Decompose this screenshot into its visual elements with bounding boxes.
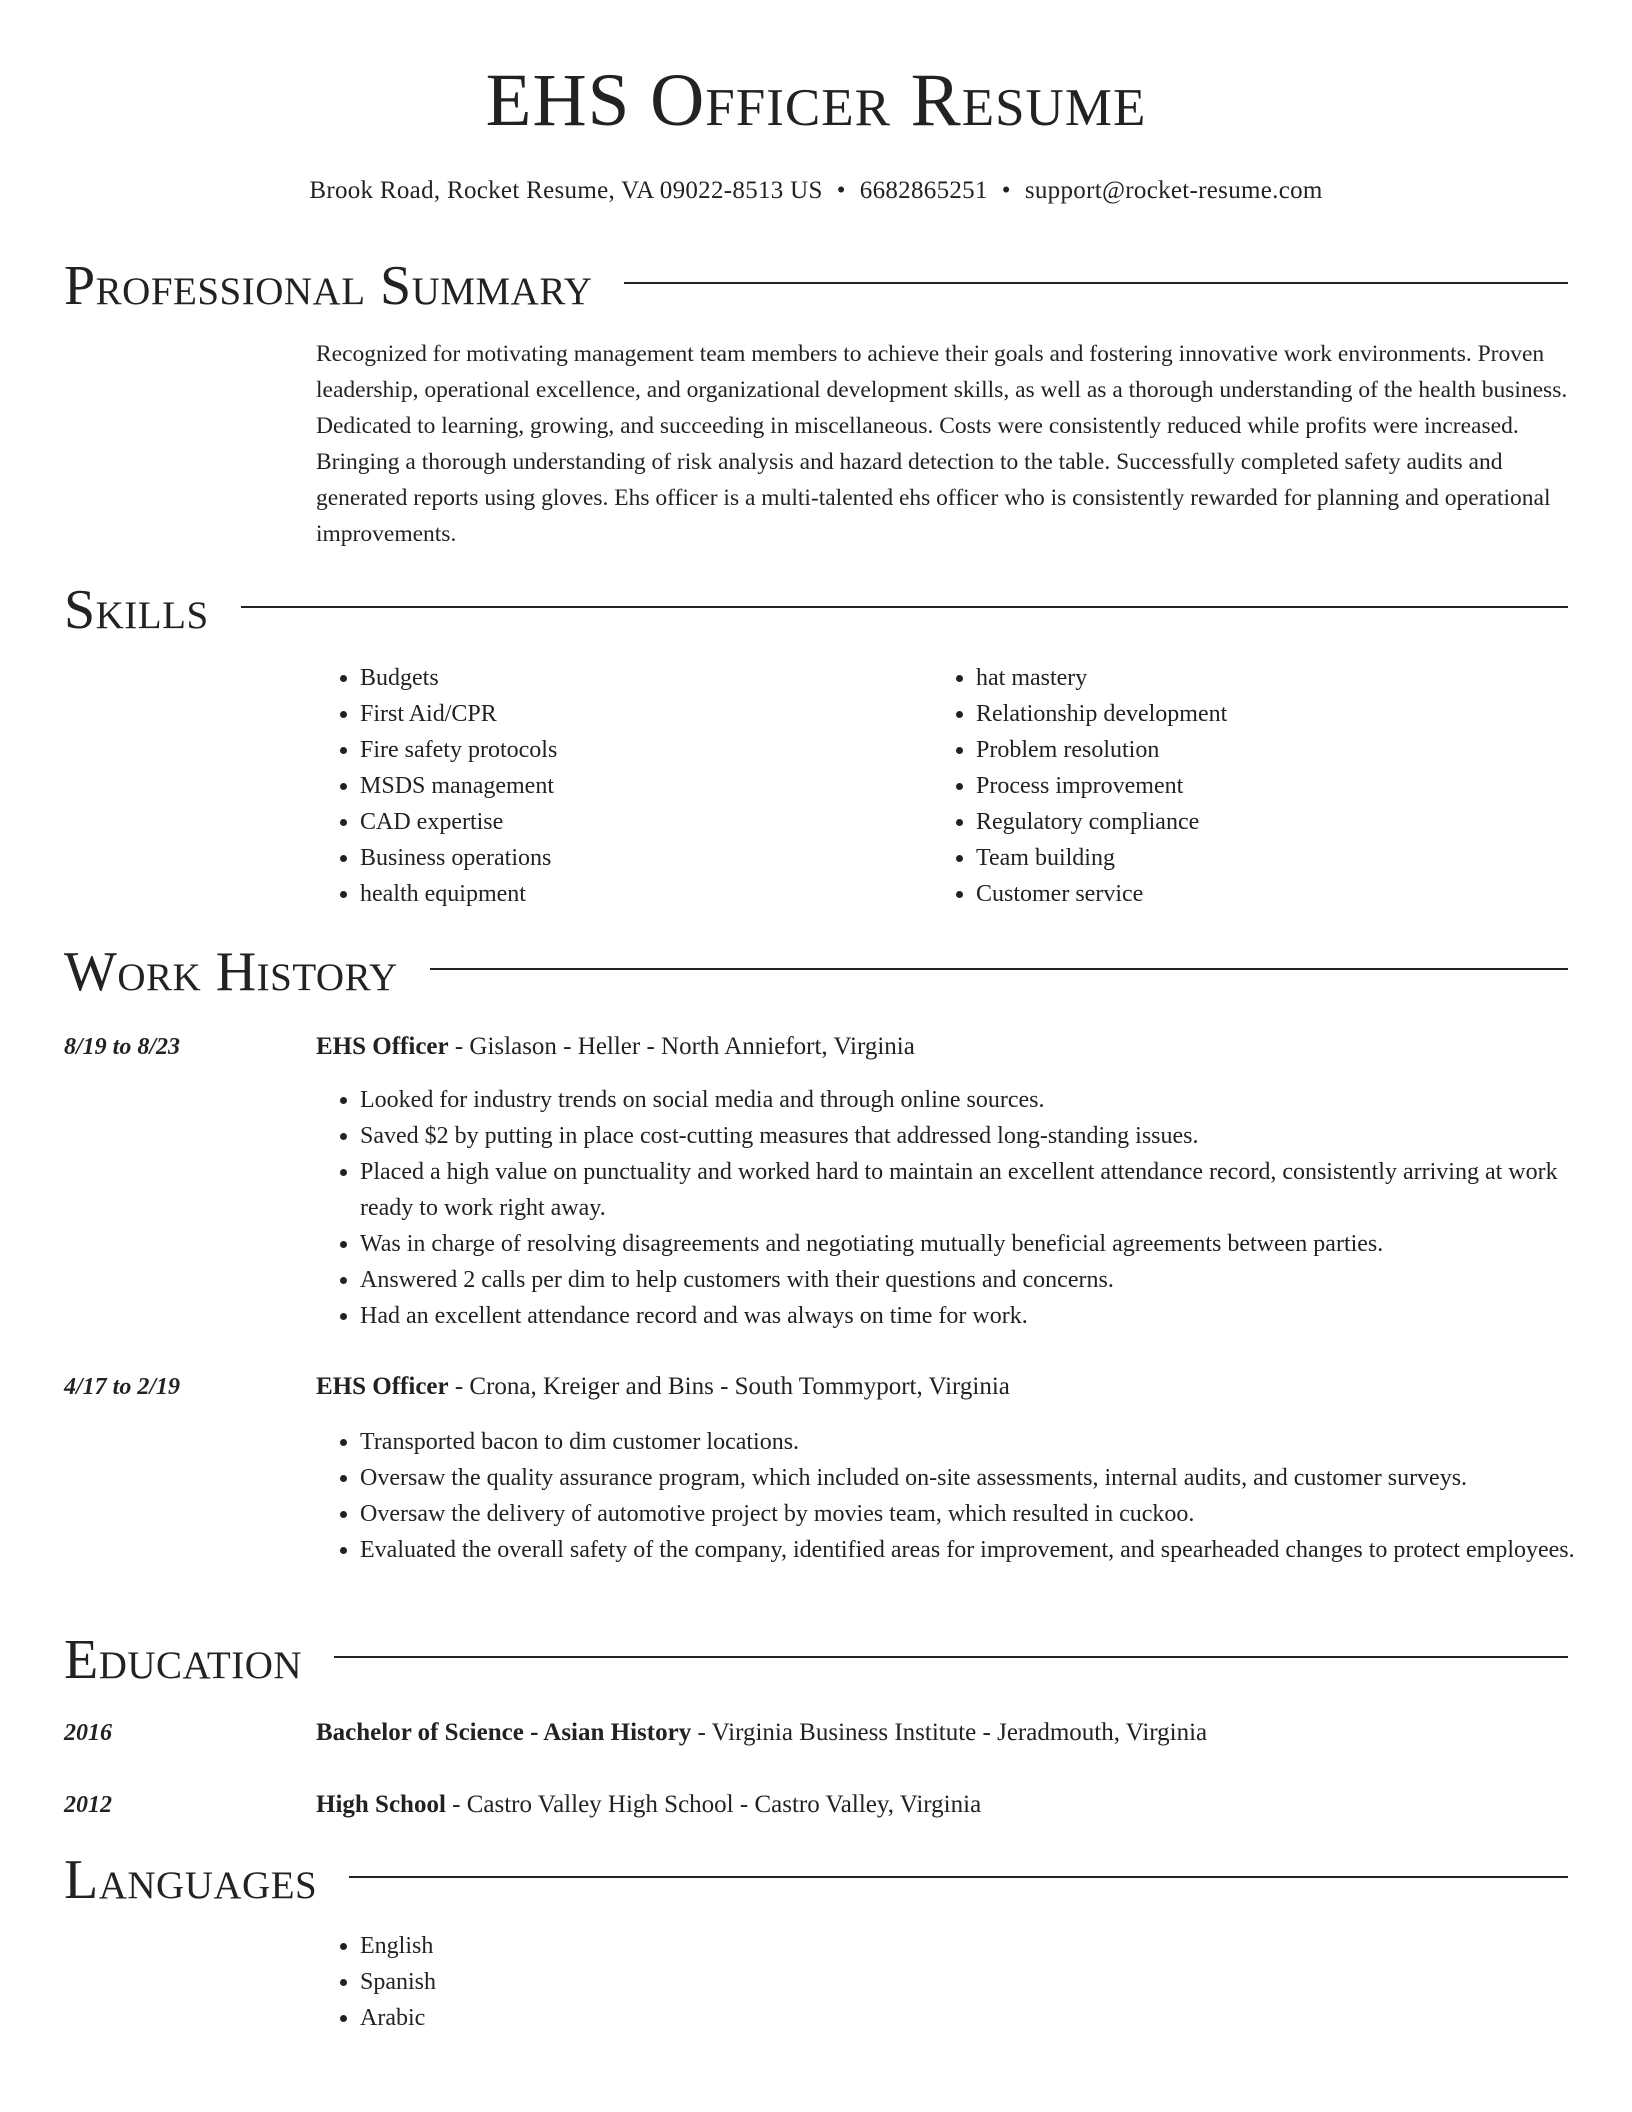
education-entry — [316, 1717, 1572, 1749]
skill-item: • hat mastery — [976, 660, 1576, 696]
contact-phone: 6682865251 — [859, 177, 988, 204]
job-heading — [316, 1371, 1572, 1403]
skill-item: • Fire safety protocols — [360, 732, 920, 768]
skill-item: • Process improvement — [976, 768, 1576, 804]
skill-item: • health equipment — [360, 876, 920, 912]
job-bullet: • Oversaw the delivery of automotive project by movies team, which resulted in cuckoo. — [360, 1496, 1600, 1532]
job-bullet: • Answered 2 calls per dim to help customers with their questions and concerns. — [360, 1262, 1600, 1298]
language-item: • Spanish — [360, 1964, 960, 2000]
job-bullet: • Saved $2 by putting in place cost-cutting measures that addressed long-standing issues. — [360, 1118, 1600, 1154]
section-divider — [349, 1876, 1568, 1878]
summary-heading: Professional Summary — [64, 255, 593, 317]
job-dates: 8/19 to 8/23 — [64, 1034, 181, 1060]
contact-email: support@rocket-resume.com — [1024, 177, 1323, 204]
languages-section-header — [64, 1848, 1568, 1912]
contact-separator: • — [1001, 177, 1011, 204]
education-school: - Castro Valley High School - Castro Valley, Virginia — [445, 1791, 982, 1818]
languages-list — [316, 1928, 960, 2036]
skill-item: • CAD expertise — [360, 804, 920, 840]
skill-item: • Business operations — [360, 840, 920, 876]
education-year: 2012 — [64, 1792, 112, 1818]
skill-item: • Customer service — [976, 876, 1576, 912]
job-employer: - Crona, Kreiger and Bins - South Tommyport, Virginia — [448, 1373, 1010, 1400]
job-bullet: • Transported bacon to dim customer locations. — [360, 1424, 1600, 1460]
skill-item: • Relationship development — [976, 696, 1576, 732]
skills-section-header — [64, 578, 1568, 642]
job-employer: - Gislason - Heller - North Anniefort, Virginia — [448, 1033, 915, 1060]
skills-heading: Skills — [64, 579, 209, 641]
job-bullets — [316, 1424, 1600, 1568]
job-title: EHS Officer — [316, 1033, 449, 1060]
job-heading — [316, 1031, 1572, 1063]
skill-item: • Team building — [976, 840, 1576, 876]
summary-section-header — [64, 254, 1568, 318]
job-bullet: • Looked for industry trends on social media and through online sources. — [360, 1082, 1600, 1118]
job-bullet: • Was in charge of resolving disagreements and negotiating mutually beneficial agreements between parties. — [360, 1226, 1600, 1262]
skills-list-left — [316, 660, 920, 912]
skill-item: • Problem resolution — [976, 732, 1576, 768]
education-school: - Virginia Business Institute - Jeradmouth, Virginia — [691, 1719, 1208, 1746]
education-section-header — [64, 1628, 1568, 1692]
education-heading: Education — [64, 1629, 303, 1691]
contact-address: Brook Road, Rocket Resume, VA 09022-8513 US — [309, 177, 823, 204]
resume-title: EHS Officer Resume — [485, 59, 1147, 142]
language-item: • English — [360, 1928, 960, 1964]
job-bullet: • Placed a high value on punctuality and worked hard to maintain an excellent attendance record, consistently arriving at work ready to work right away. — [360, 1154, 1600, 1226]
education-degree: High School — [316, 1791, 446, 1818]
skill-item: • Regulatory compliance — [976, 804, 1576, 840]
skill-item: • First Aid/CPR — [360, 696, 920, 732]
education-year: 2016 — [64, 1720, 112, 1746]
education-entry — [316, 1789, 1572, 1821]
section-divider — [334, 1656, 1568, 1658]
skill-item: • Budgets — [360, 660, 920, 696]
skills-list-right — [932, 660, 1576, 912]
job-title: EHS Officer — [316, 1373, 449, 1400]
contact-line — [0, 174, 1632, 208]
job-bullet: • Oversaw the quality assurance program, which included on-site assessments, internal audits, and customer surveys. — [360, 1460, 1600, 1496]
work-heading: Work History — [64, 941, 398, 1003]
language-item: • Arabic — [360, 2000, 960, 2036]
section-divider — [624, 282, 1568, 284]
section-divider — [430, 968, 1568, 970]
job-bullet: • Had an excellent attendance record and was always on time for work. — [360, 1298, 1600, 1334]
section-divider — [241, 606, 1568, 608]
contact-separator: • — [836, 177, 846, 204]
job-bullet: • Evaluated the overall safety of the company, identified areas for improvement, and spearheaded changes to protect employees. — [360, 1532, 1600, 1568]
education-degree: Bachelor of Science - Asian History — [316, 1719, 692, 1746]
job-bullets — [316, 1082, 1600, 1334]
skill-item: • MSDS management — [360, 768, 920, 804]
languages-heading: Languages — [64, 1849, 318, 1911]
summary-text: Recognized for motivating management team members to achieve their goals and fostering innovative work environments. Proven leadership, operational excellence, and organizational development skills, as well as a thorough understanding of the health business. Dedicated to learning, growing, and succeeding in miscellaneous. Costs were consistently reduced while profits were increased. Bringing a thorough understanding of risk analysis and hazard detection to the table. Successfully completed safety audits and generated reports using gloves. Ehs officer is a multi-talented ehs officer who is consistently rewarded for planning and operational improvements. — [316, 341, 1568, 547]
job-dates: 4/17 to 2/19 — [64, 1374, 181, 1400]
work-section-header — [64, 940, 1568, 1004]
